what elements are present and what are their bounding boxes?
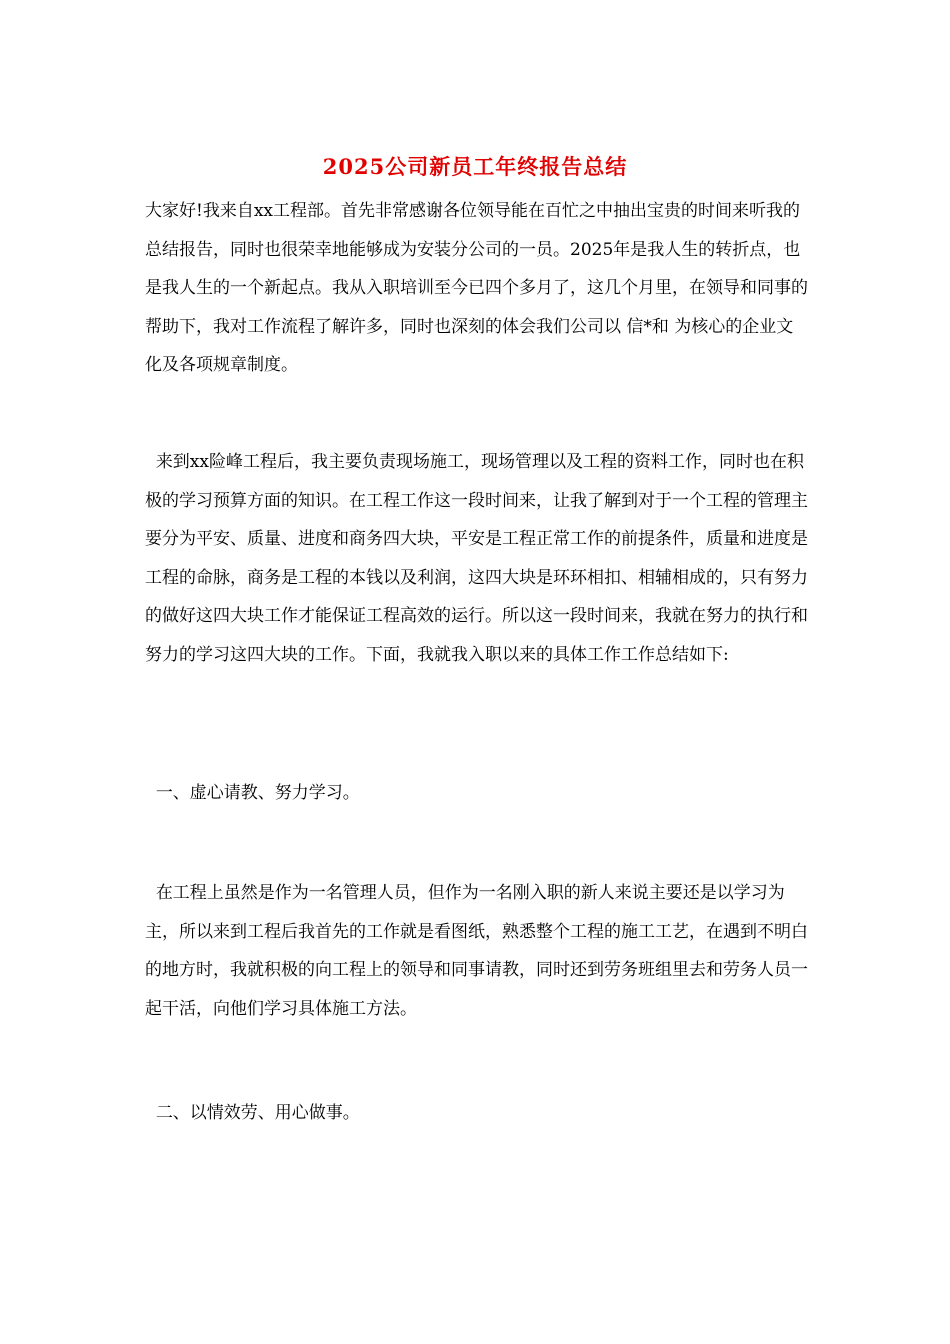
document-title: 2025公司新员工年终报告总结 [322, 154, 628, 179]
paragraph-work-overview: 来到xx险峰工程后，我主要负责现场施工，现场管理以及工程的资料工作，同时也在积极的学习预算方面的知识。在工程工作这一段时间来，让我了解到对于一个工程的管理主要分为平安、质量、进度和商务四大块，平安是工程正常工作的前提条件，质量和进度是工程的命脉，商务是工程的本钱以及利润，这四大块是环环相扣、相辅相成的，只有努力的做好这四大块工作才能保证工程高效的运行。所以这一段时间来，我就在努力的执行和努力的学习这四大块的工作。下面，我就我入职以来的具体工作工作总结如下: [145, 452, 808, 665]
paragraph-learning: 在工程上虽然是作为一名管理人员，但作为一名刚入职的新人来说主要还是以学习为主，所以来到工程后我首先的工作就是看图纸，熟悉整个工程的施工工艺，在遇到不明白的地方时，我就积极的向工程上的领导和同事请教，同时还到劳务班组里去和劳务人员一起干活，向他们学习具体施工方法。 [145, 883, 808, 1019]
paragraph-intro: 大家好!我来自xx工程部。首先非常感谢各位领导能在百忙之中抽出宝贵的时间来听我的总结报告，同时也很荣幸地能够成为安装分公司的一员。2025年是我人生的转折点，也是我人生的一个新起点。我从入职培训至今已四个多月了，这几个月里，在领导和同事的帮助下，我对工作流程了解许多，同时也深刻的体会我们公司以 信*和 为核心的企业文化及各项规章制度。 [145, 201, 808, 376]
section-heading-1: 一、虚心请教、努力学习。 [145, 783, 360, 803]
section-heading-2: 二、以情效劳、用心做事。 [145, 1103, 360, 1123]
